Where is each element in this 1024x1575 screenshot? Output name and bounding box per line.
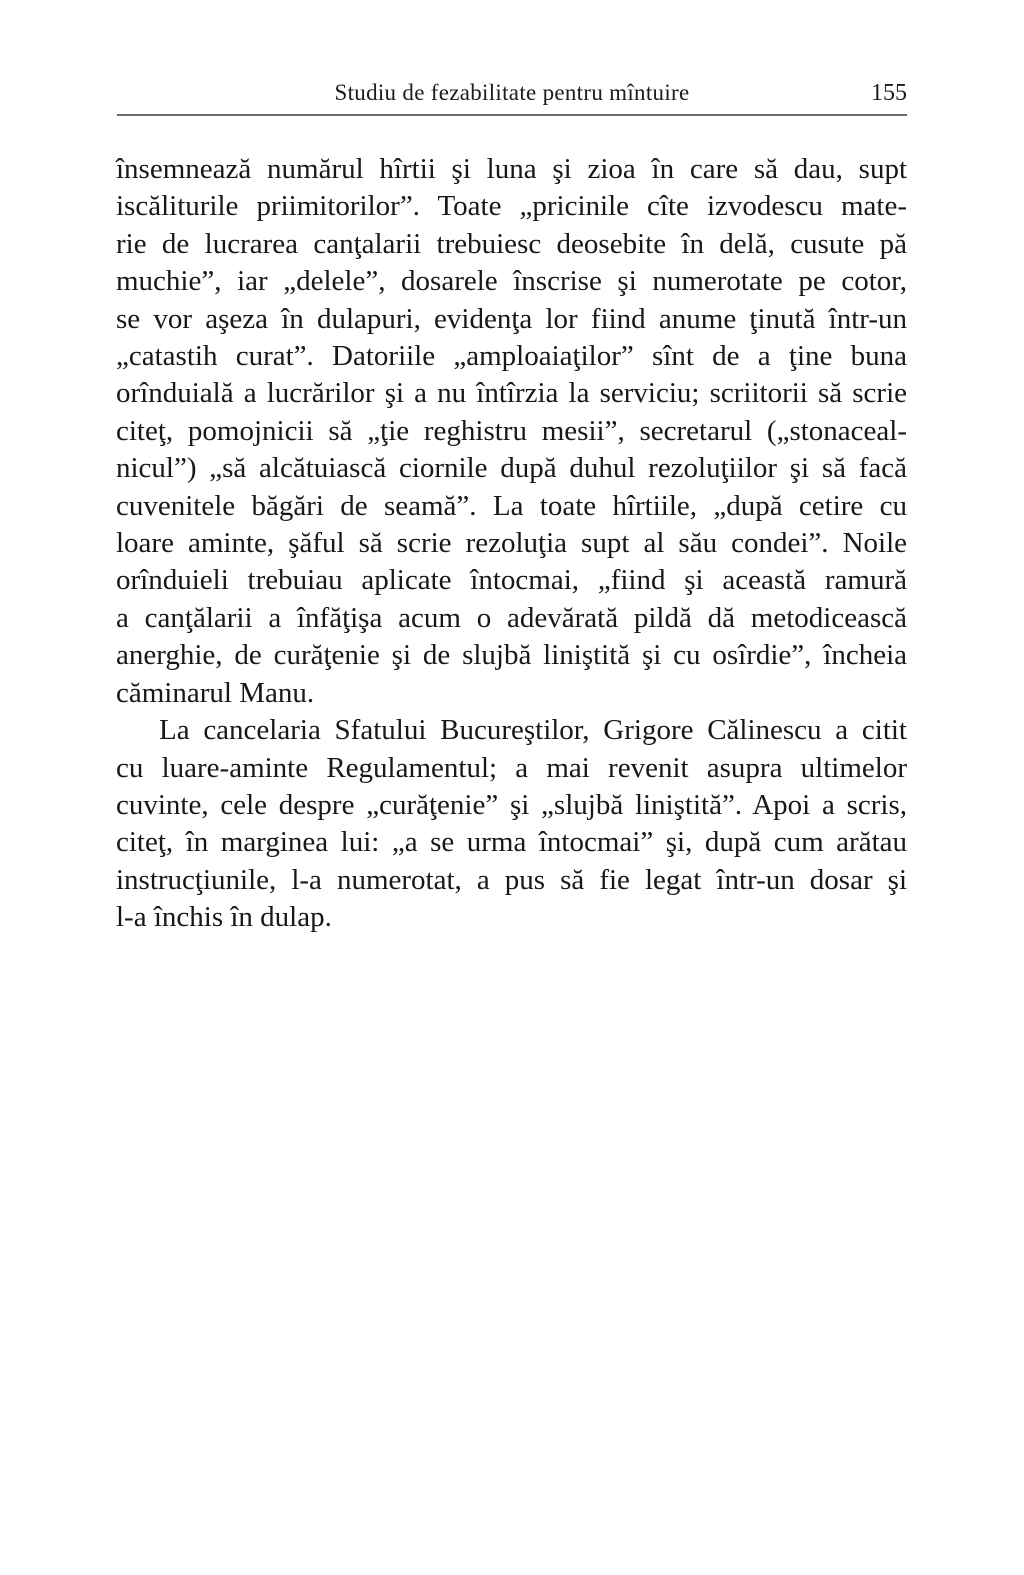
paragraph-2: [116, 712, 907, 936]
text-line: cuvinte, cele despre „curăţenie” şi „slujbă liniştită”. Apoi a scris,: [116, 788, 907, 821]
body-text: [116, 151, 907, 937]
paragraph-1: [116, 151, 907, 712]
running-header: [0, 80, 1024, 110]
text-line: se vor aşeza în dulapuri, evidenţa lor fiind anume ţinută într-un: [116, 302, 907, 335]
page-number: 155: [871, 80, 907, 106]
text-line: orînduieli trebuiau aplicate întocmai, „fiind şi această ramură: [116, 564, 907, 597]
text-line: cu luare-aminte Regulamentul; a mai revenit asupra ultimelor: [116, 751, 907, 784]
text-line: anerghie, de curăţenie şi de slujbă liniştită şi cu osîrdie”, încheia: [116, 639, 907, 672]
text-line: iscăliturile priimitorilor”. Toate „pricinile cîte izvodescu mate-: [116, 190, 907, 223]
header-rule: [117, 114, 907, 116]
text-line: instrucţiunile, l-a numerotat, a pus să fie legat într-un dosar şi: [116, 863, 907, 896]
text-line: cuvenitele băgări de seamă”. La toate hîrtiile, „după cetire cu: [116, 489, 907, 522]
text-line: l-a închis în dulap.: [116, 901, 332, 934]
text-line: citeţ, în marginea lui: „a se urma întocmai” şi, după cum arătau: [116, 826, 907, 859]
text-line: muchie”, iar „delele”, dosarele înscrise şi numerotate pe cotor,: [116, 265, 907, 298]
text-line: rie de lucrarea canţalarii trebuiesc deosebite în delă, cusute pă: [116, 227, 907, 260]
text-line: loare aminte, şăful să scrie rezoluţia supt al său condei”. Noile: [116, 527, 907, 560]
text-line: „catastih curat”. Datoriile „amploaiaţilor” sînt de a ţine buna: [116, 340, 907, 373]
running-header-title: Studiu de fezabilitate pentru mîntuire: [334, 80, 690, 105]
text-line: La cancelaria Sfatului Bucureştilor, Grigore Călinescu a citit: [159, 714, 907, 747]
text-line: căminarul Manu.: [116, 676, 315, 709]
text-line: nicul”) „să alcătuiască ciornile după duhul rezoluţiilor şi să facă: [116, 452, 907, 485]
text-line: orînduială a lucrărilor şi a nu întîrzia la serviciu; scriitorii să scrie: [116, 377, 907, 410]
text-line: însemnează numărul hîrtii şi luna şi zioa în care să dau, supt: [116, 153, 907, 185]
text-line: citeţ, pomojnicii să „ţie reghistru mesii”, secretarul („stonaceal-: [116, 414, 907, 447]
text-line: a canţălarii a înfăţişa acum o adevărată pildă dă metodicească: [116, 601, 907, 634]
